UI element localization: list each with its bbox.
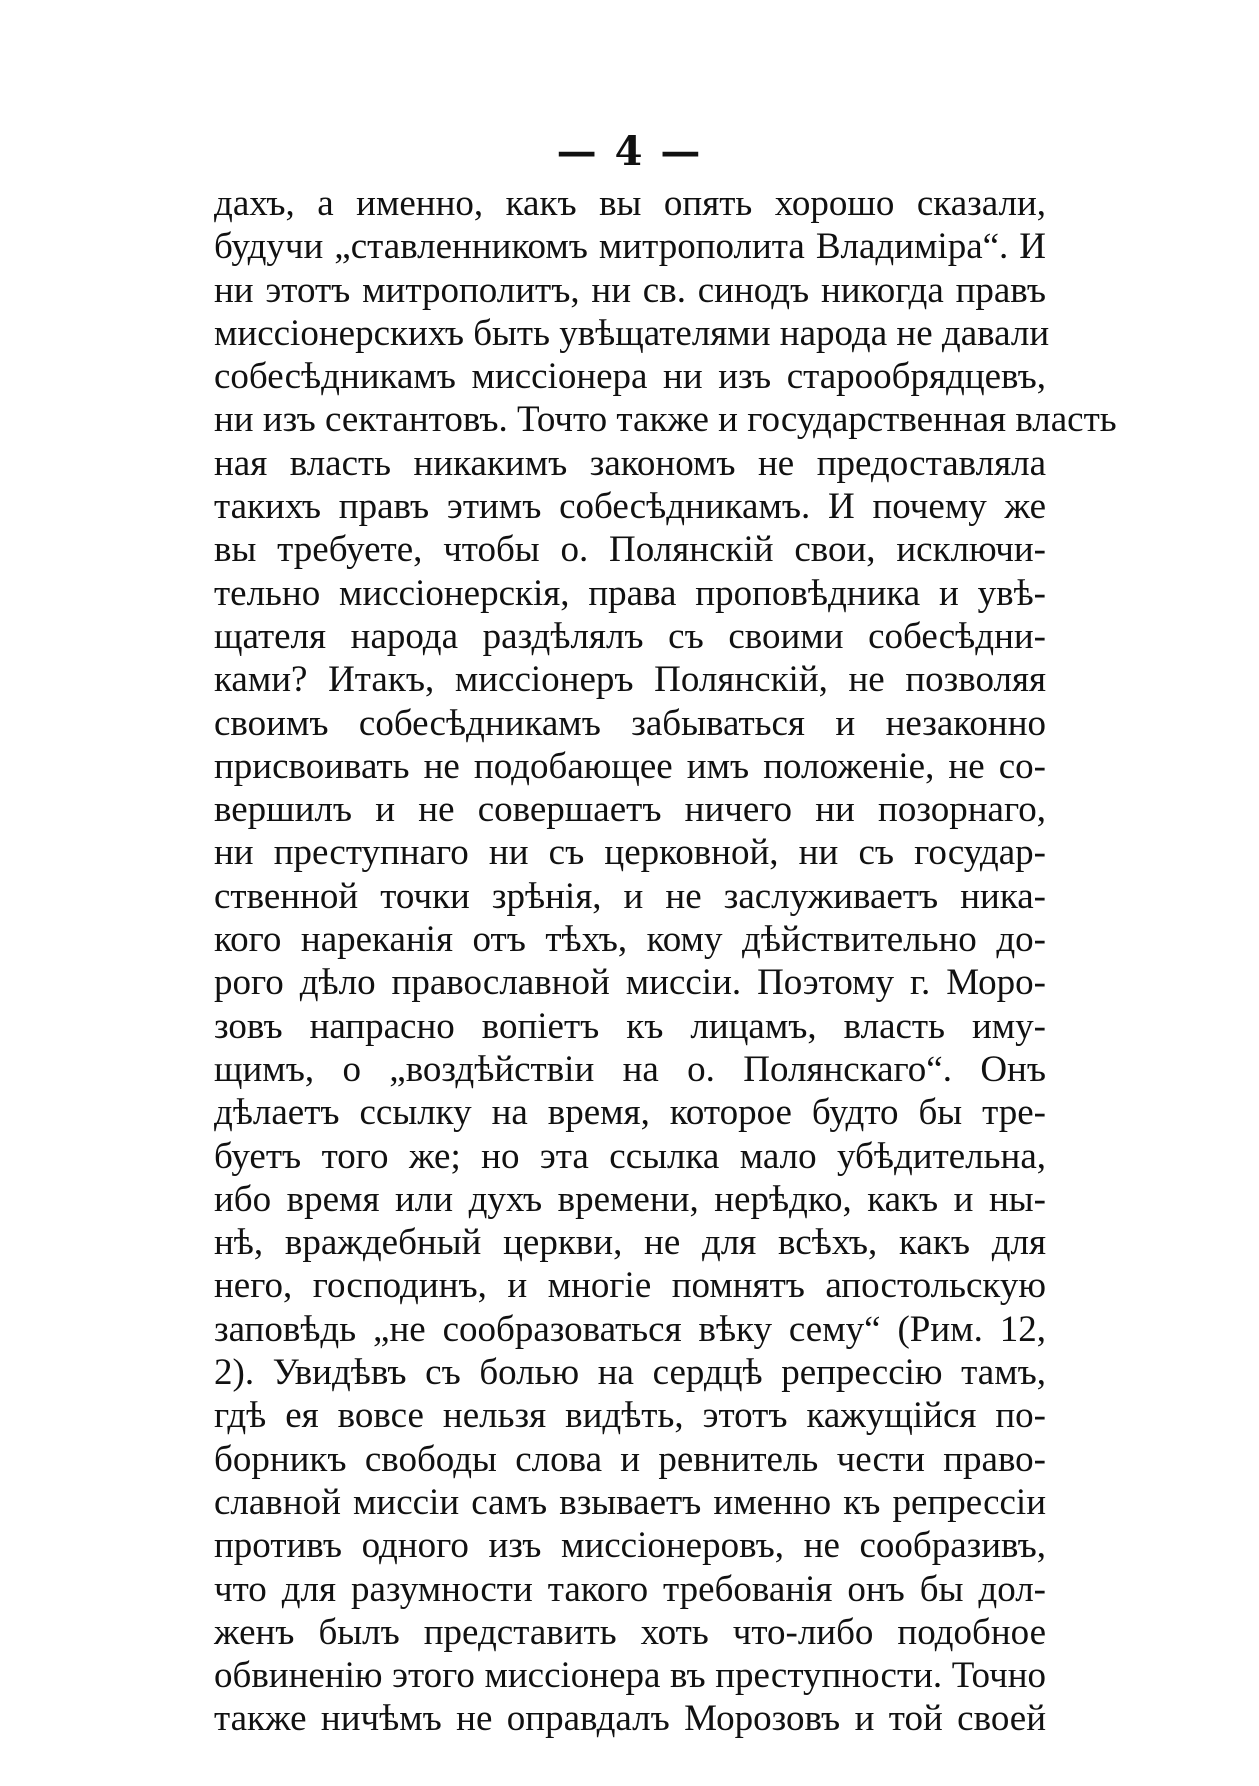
text-line: дѣлаетъ ссылку на время, которое будто бы тре- bbox=[214, 1092, 1046, 1134]
text-line: него, господинъ, и многіе помнятъ апостольскую bbox=[214, 1265, 1046, 1307]
text-line: дахъ, а именно, какъ вы опять хорошо сказали, bbox=[214, 183, 1046, 224]
text-line: ни преступнаго ни съ церковной, ни съ государ- bbox=[214, 832, 1046, 874]
text-line: своимъ собесѣдникамъ забываться и незаконно bbox=[214, 702, 1046, 744]
text-line: такихъ правъ этимъ собесѣдникамъ. И почему же bbox=[214, 486, 1046, 528]
text-line: щимъ, о „воздѣйствіи на о. Полянскаго“. Онъ bbox=[214, 1048, 1046, 1090]
text-line: собесѣдникамъ миссіонера ни изъ старообрядцевъ, bbox=[214, 356, 1046, 398]
text-line: заповѣдь „не сообразоваться вѣку сему“ (Рим. 12, bbox=[214, 1308, 1046, 1350]
text-line: будучи „ставленникомъ митрополита Владиміра“. И bbox=[214, 226, 1046, 268]
text-line: ственной точки зрѣнія, и не заслуживаетъ ника- bbox=[214, 875, 1046, 917]
text-line: также ничѣмъ не оправдалъ Морозовъ и той своей bbox=[214, 1698, 1046, 1740]
text-line: ками? Итакъ, миссіонеръ Полянскій, не позволяя bbox=[214, 659, 1046, 701]
text-line: женъ былъ представить хоть что-либо подобное bbox=[214, 1611, 1046, 1653]
text-line: тельно миссіонерскія, права проповѣдника и увѣ- bbox=[214, 572, 1046, 614]
text-line: борникъ свободы слова и ревнитель чести право- bbox=[214, 1438, 1046, 1480]
body-text bbox=[214, 182, 1117, 1741]
text-line: что для разумности такого требованія онъ бы дол- bbox=[214, 1568, 1046, 1610]
text-line: ная власть никакимъ закономъ не предоставляла bbox=[214, 442, 1046, 484]
text-line: зовъ напрасно вопіетъ къ лицамъ, власть иму- bbox=[214, 1005, 1046, 1047]
text-line: ни этотъ митрополитъ, ни св. синодъ никогда правъ bbox=[214, 269, 1046, 311]
text-line: ни изъ сектантовъ. Точто также и государственная власть bbox=[214, 399, 1117, 441]
text-line: вы требуете, чтобы о. Полянскій свои, исключи- bbox=[214, 529, 1046, 571]
text-line: кого нареканія отъ тѣхъ, кому дѣйствительно до- bbox=[214, 919, 1046, 961]
text-line: гдѣ ея вовсе нельзя видѣть, этотъ кажущійся по- bbox=[214, 1395, 1046, 1437]
text-line: 2). Увидѣвъ съ болью на сердцѣ репрессію тамъ, bbox=[214, 1352, 1046, 1394]
text-line: вершилъ и не совершаетъ ничего ни позорнаго, bbox=[214, 789, 1046, 831]
text-line: рого дѣло православной миссіи. Поэтому г. Моро- bbox=[214, 962, 1046, 1004]
text-line: обвиненію этого миссіонера въ преступности. Точно bbox=[214, 1655, 1046, 1697]
text-line: миссіонерскихъ быть увѣщателями народа не давали bbox=[214, 312, 1050, 354]
text-line: ибо время или духъ времени, нерѣдко, какъ и ны- bbox=[214, 1178, 1046, 1220]
text-line: противъ одного изъ миссіонеровъ, не сообразивъ, bbox=[214, 1525, 1046, 1567]
text-line: буетъ того же; но эта ссылка мало убѣдительна, bbox=[214, 1135, 1046, 1177]
text-line: присвоивать не подобающее имъ положеніе, не со- bbox=[214, 745, 1046, 787]
text-line: славной миссіи самъ взываетъ именно къ репрессіи bbox=[214, 1481, 1046, 1523]
text-line: нѣ, враждебный церкви, не для всѣхъ, какъ для bbox=[214, 1222, 1046, 1264]
page-number: — 4 — bbox=[556, 128, 703, 175]
text-line: щателя народа раздѣлялъ съ своими собесѣдни- bbox=[214, 615, 1046, 657]
